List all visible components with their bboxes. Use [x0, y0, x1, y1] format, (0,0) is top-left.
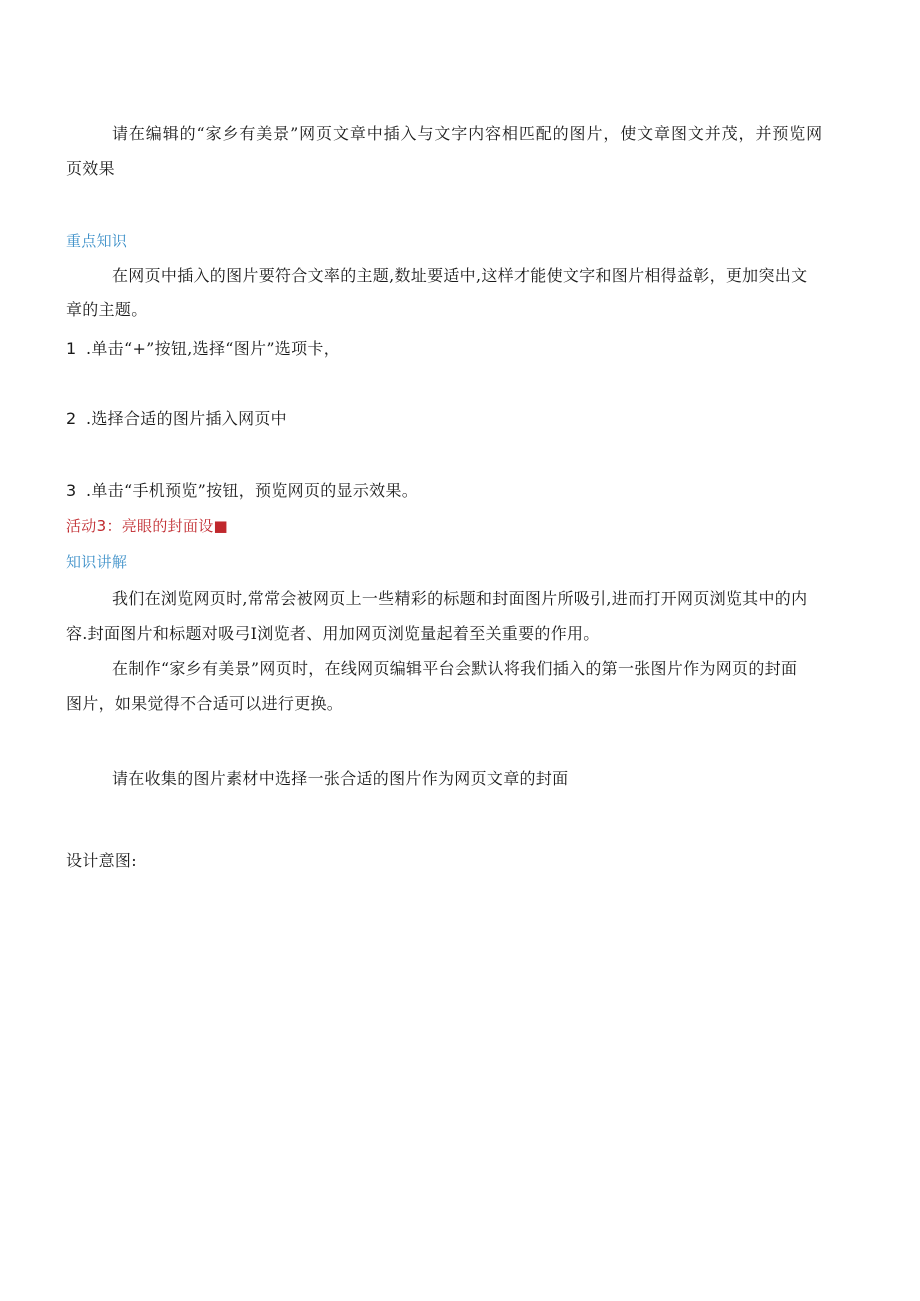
step-number: 3	[66, 481, 77, 500]
step-item-3	[66, 481, 846, 501]
key-knowledge-paragraph-line-1: 在网页中插入的图片要符合文率的主题,数址要适中,这样才能使文字和图片相得益彰，更加突出文	[112, 266, 808, 285]
activity-heading: 活动3：亮眼的封面设■	[66, 517, 229, 535]
step-text: .单击“手机预览”按钮，预览网页的显示效果。	[86, 481, 419, 500]
explain-paragraph-1-line-2: 容.封面图片和标题对吸弓I浏览者、用加网页浏览量起着至关重要的作用。	[66, 624, 600, 643]
step-item-2	[66, 409, 846, 429]
cover-task-text: 请在收集的图片素材中选择一张合适的图片作为网页文章的封面	[112, 769, 569, 788]
explain-paragraph-2-line-2: 图片，如果觉得不合适可以进行更换。	[66, 694, 344, 713]
key-knowledge-paragraph-line-2: 章的主题。	[66, 300, 148, 319]
key-knowledge-heading: 重点知识	[66, 232, 128, 250]
explain-paragraph-1-line-1: 我们在浏览网页时,常常会被网页上一些精彩的标题和封面图片所吸引,进而打开网页浏览其中的内	[112, 589, 808, 608]
step-text: .单击“+”按钮,选择“图片”选项卡，	[86, 339, 340, 358]
knowledge-explain-heading: 知识讲解	[66, 553, 128, 571]
task-paragraph-line-1: 请在编辑的“家乡有美景”网页文章中插入与文字内容相匹配的图片，使文章图文并茂，并预览网	[112, 124, 824, 143]
step-number: 1	[66, 339, 77, 358]
step-item-1	[66, 339, 846, 359]
step-number: 2	[66, 409, 77, 428]
task-paragraph-line-2: 页效果	[66, 159, 115, 178]
design-intent-label: 设计意图:	[66, 851, 137, 870]
step-text: .选择合适的图片插入网页中	[86, 409, 287, 428]
explain-paragraph-2-line-1: 在制作“家乡有美景”网页时，在线网页编辑平台会默认将我们插入的第一张图片作为网页的封面	[112, 659, 798, 678]
